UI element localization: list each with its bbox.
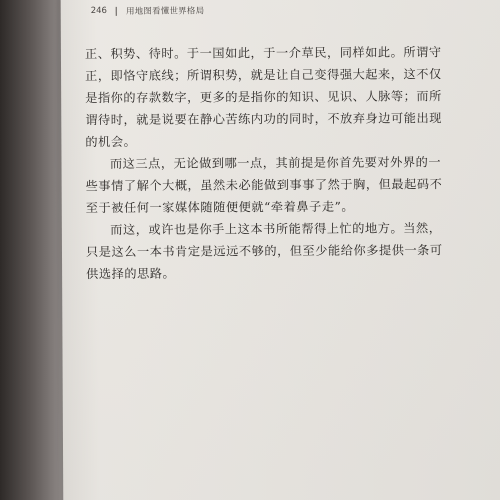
body-text xyxy=(85,41,456,285)
text-line: 而这三点，无论做到哪一点，其前提是你首先要对外界的一 xyxy=(109,155,442,171)
text-line: 正、积势、待时。于一国如此，于一介草民，同样如此。所谓守 xyxy=(84,45,442,62)
page-number: 246 xyxy=(90,5,107,17)
text-line: 只是这么一本书肯定是远远不够的，但至少能给你多提供一条可 xyxy=(85,243,443,260)
paragraph-3 xyxy=(86,217,456,285)
paragraph-2 xyxy=(85,151,455,219)
text-line: 供选择的思路。 xyxy=(86,266,176,282)
text-line: 些事情了解个大概，虽然未必能做到事事了然于胸，但最起码不 xyxy=(85,177,443,194)
text-line: 是指你的存款数字，更多的是指你的知识、见识、人脉等；而所 xyxy=(85,89,442,106)
running-header xyxy=(91,4,205,17)
text-line: 而这，或许也是你手上这本书所能帮得上忙的地方。当然， xyxy=(110,221,442,237)
text-line: 谓待时，就是说要在静心苦练内功的同时，不放弃身边可能出现 xyxy=(85,111,442,128)
text-line: 的机会。 xyxy=(85,134,137,150)
text-line: 正，即恪守底线；所谓积势，就是让自己变得强大起来，这不仅 xyxy=(85,67,442,84)
paragraph-1 xyxy=(85,41,456,153)
header-divider xyxy=(116,6,117,15)
book-page xyxy=(61,0,500,500)
book-title: 用地图看懂世界格局 xyxy=(125,6,205,17)
text-line: 至于被任何一家媒体随随便便就“牵着鼻子走”。 xyxy=(85,199,355,216)
